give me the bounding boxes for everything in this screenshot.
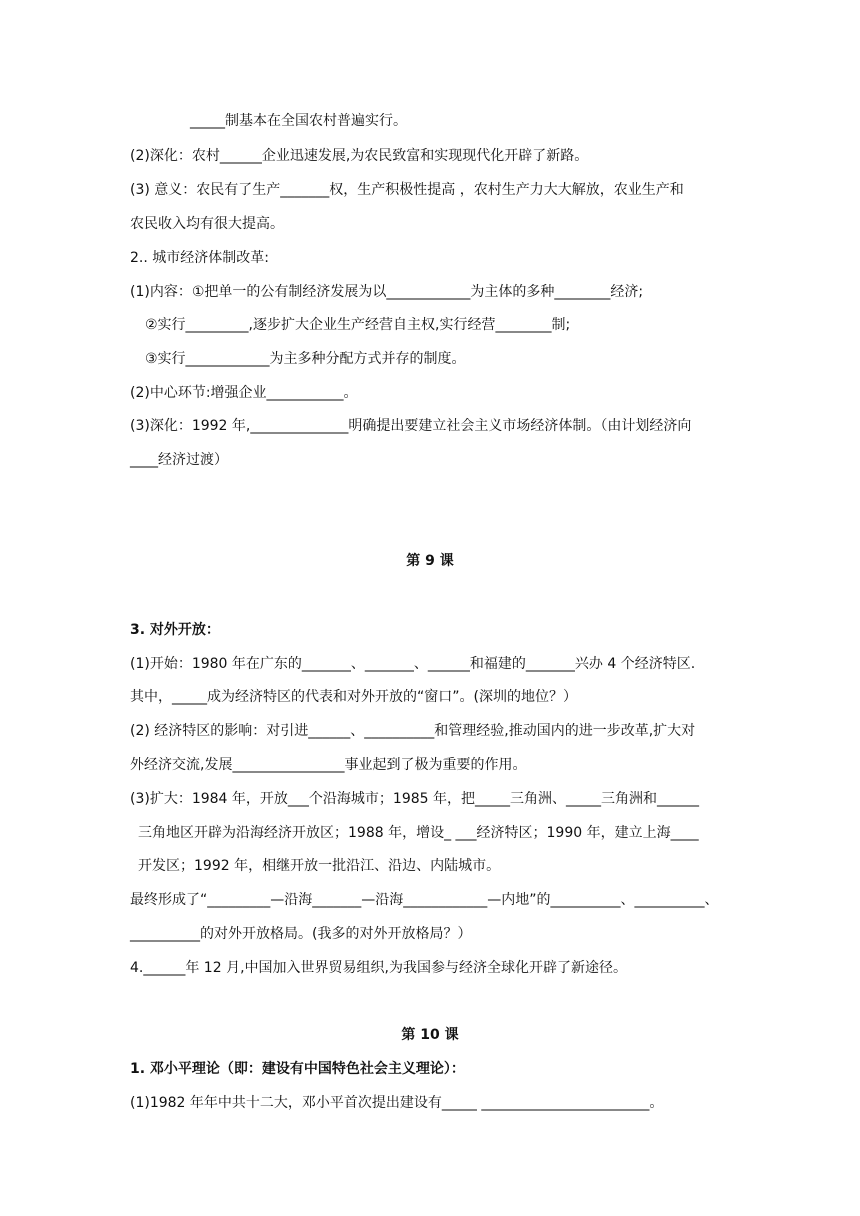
text-line: __________的对外开放格局。(我多的对外开放格局？） xyxy=(130,926,472,942)
text-line: (3) 意义：农民有了生产_______权，生产积极性提高 ，农村生产力大大解放，农业生产和 xyxy=(130,182,684,198)
lesson-heading: 第 9 课 xyxy=(406,553,454,569)
text-line: ____经济过渡） xyxy=(130,452,228,468)
section-heading: 2.. 城市经济体制改革: xyxy=(130,250,269,266)
section-heading: 3. 对外开放： xyxy=(130,622,220,638)
text-line: _____制基本在全国农村普遍实行。 xyxy=(190,113,407,129)
text-line: 其中，_____成为经济特区的代表和对外开放的“窗口”。(深圳的地位？） xyxy=(130,689,577,705)
text-line: 三角地区开辟为沿海经济开放区；1988 年，增设_ ___经济特区；1990 年，建立上海____ xyxy=(138,825,699,841)
text-line: (1)1982 年年中共十二大，邓小平首次提出建设有_____ ________________________。 xyxy=(130,1095,664,1111)
text-line: 外经济交流,发展________________事业起到了极为重要的作用。 xyxy=(130,757,527,773)
text-line: (3)深化：1992 年,______________明确提出要建立社会主义市场经济体制。（由计划经济向 xyxy=(130,418,692,434)
text-line: (1)内容：①把单一的公有制经济发展为以____________为主体的多种________经济; xyxy=(130,284,644,300)
text-line: ②实行_________,逐步扩大企业生产经营自主权,实行经营________制; xyxy=(145,317,571,333)
text-line: 开发区；1992 年，相继开放一批沿江、沿边、内陆城市。 xyxy=(138,858,501,874)
text-line: (2)中心环节:增强企业___________。 xyxy=(130,385,358,401)
lesson-heading: 第 10 课 xyxy=(401,1027,459,1043)
text-line: 4.______年 12 月,中国加入世界贸易组织,为我国参与经济全球化开辟了新途径。 xyxy=(130,960,627,976)
text-line: ③实行____________为主多种分配方式并存的制度。 xyxy=(145,351,466,367)
text-line: (1)开始：1980 年在广东的_______、_______、______和福建的_______兴办 4 个经济特区. xyxy=(130,656,696,672)
text-line: 农民收入均有很大提高。 xyxy=(130,216,284,232)
section-heading: 1. 邓小平理论（即：建设有中国特色社会主义理论）： xyxy=(130,1061,465,1077)
text-line: 最终形成了“_________—沿海_______—沿海____________—内地”的__________、__________、 xyxy=(130,892,719,908)
text-line: (3)扩大：1984 年，开放___个沿海城市；1985 年，把_____三角洲、_____三角洲和______ xyxy=(130,791,699,807)
text-line: (2)深化：农村______企业迅速发展,为农民致富和实现现代化开辟了新路。 xyxy=(130,148,589,164)
text-line: (2) 经济特区的影响：对引进______、__________和管理经验,推动国内的进一步改革,扩大对 xyxy=(130,723,696,739)
